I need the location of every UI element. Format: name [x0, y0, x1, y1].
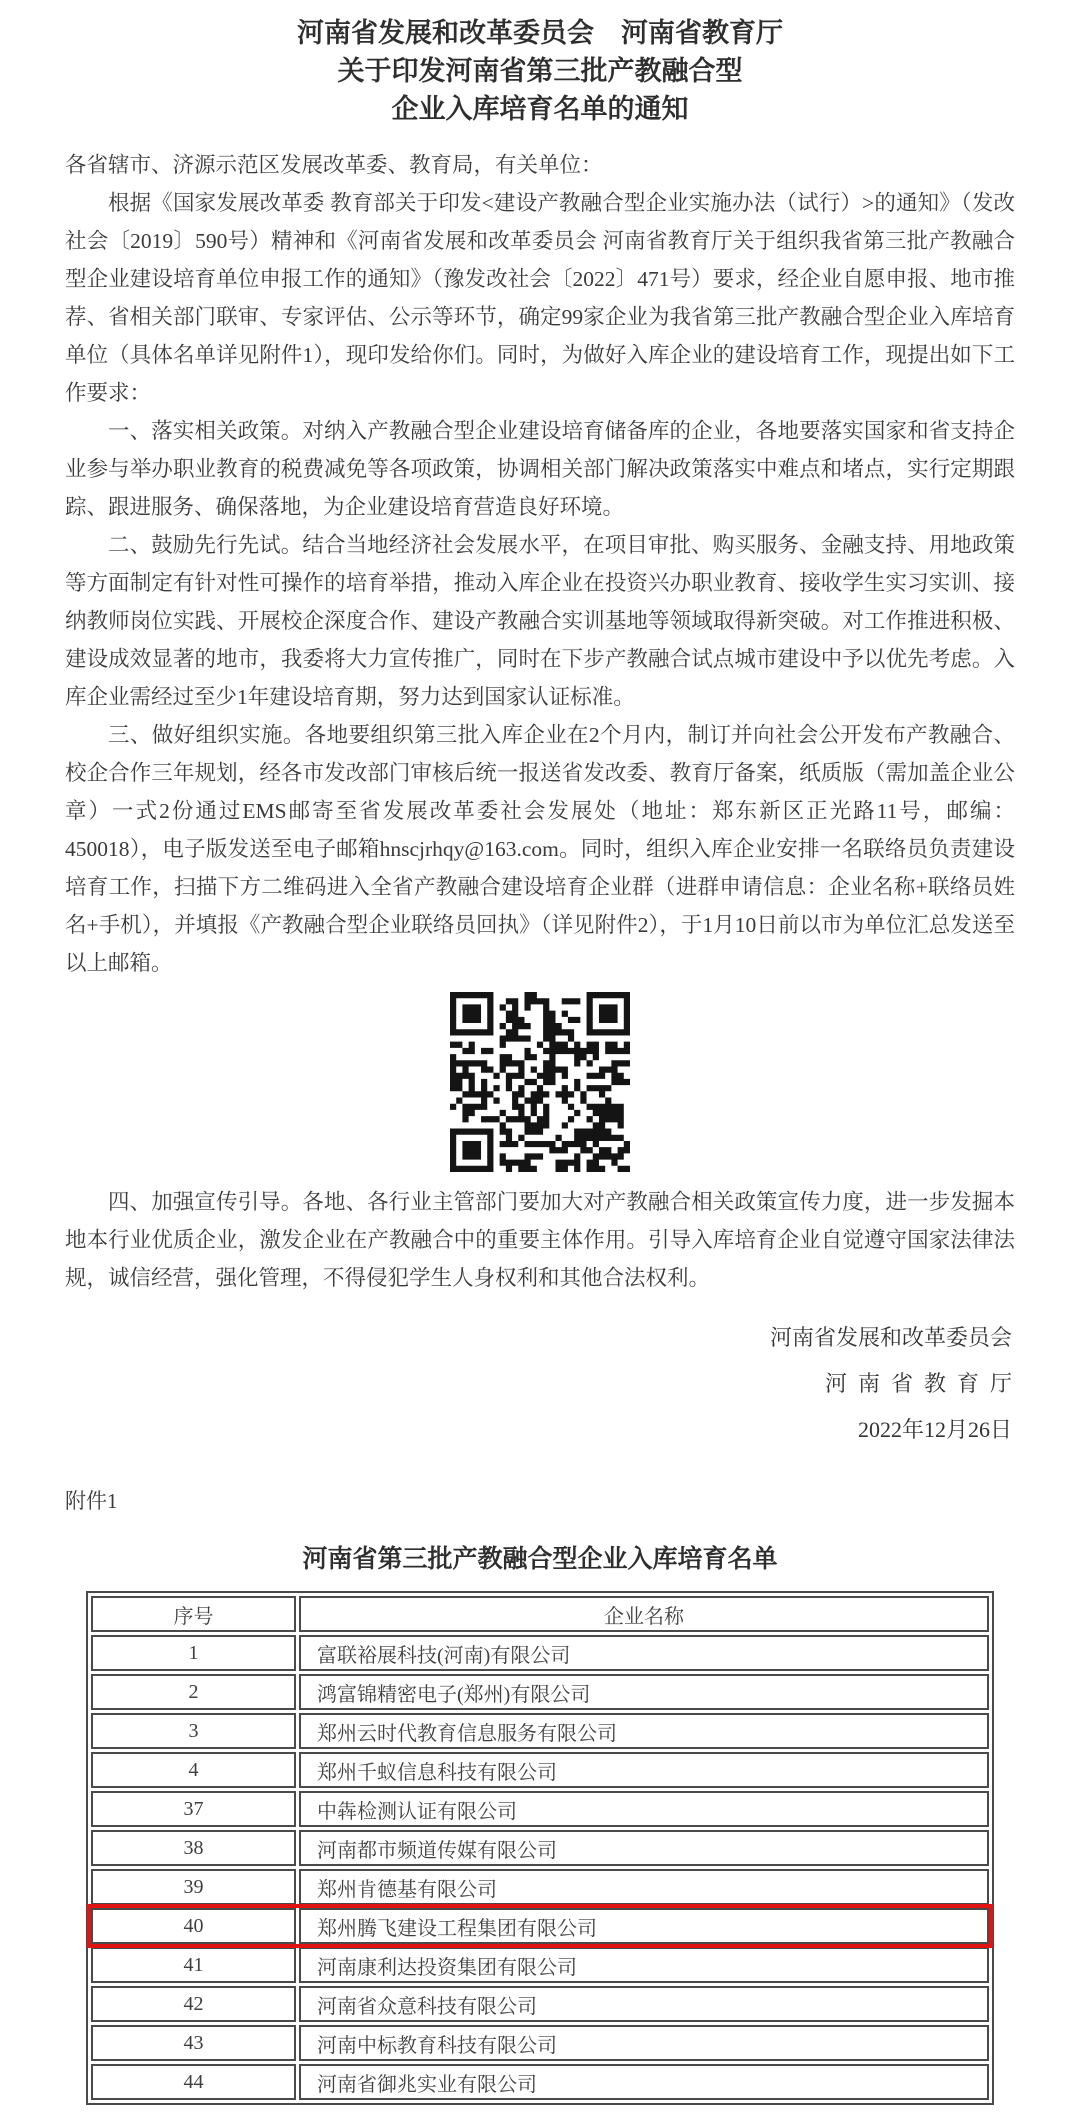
- company-name-cell: 鸿富锦精密电子(郑州)有限公司: [299, 1674, 989, 1710]
- table-row: [91, 1674, 989, 1710]
- signature-date: 2022年12月26日: [857, 1417, 1012, 1442]
- company-name-cell: 郑州千蚁信息科技有限公司: [299, 1752, 989, 1788]
- attachment-label: 附件1: [65, 1489, 118, 1513]
- table-row: [91, 1830, 989, 1866]
- qr-code: [0, 992, 1080, 1177]
- company-name-cell: 河南省众意科技有限公司: [299, 1986, 989, 2022]
- table-row: [91, 1635, 989, 1671]
- paragraph-2-pilot: 二、鼓励先行先试。结合当地经济社会发展水平，在项目审批、购买服务、金融支持、用地政策等方面制定有针对性可操作的培育举措，推动入库企业在投资兴办职业教育、接收学生实习实训、接纳教师岗位实践、开展校企深度合作、建设产教融合实训基地等领域取得新突破。对工作推进积极、建设成效显著的地市，我委将大力宣传推广，同时在下步产教融合试点城市建设中予以优先考虑。入库企业需经过至少1年建设培育期，努力达到国家认证标准。: [65, 533, 1015, 709]
- enterprise-table: [86, 1591, 994, 2105]
- row-no-cell: 43: [91, 2025, 296, 2061]
- table-header-row: [91, 1596, 989, 1632]
- row-no-cell: 39: [91, 1869, 296, 1905]
- paragraph-1-policies: 一、落实相关政策。对纳入产教融合型企业建设培育储备库的企业，各地要落实国家和省支持企业参与举办职业教育的税费减免等各项政策，协调相关部门解决政策落实中难点和堵点，实行定期跟踪、跟进服务、确保落地，为企业建设培育营造良好环境。: [65, 419, 1015, 519]
- company-name-cell: 河南康利达投资集团有限公司: [299, 1947, 989, 1983]
- title-line-3: 企业入库培育名单的通知: [391, 94, 689, 124]
- company-name-cell: 郑州腾飞建设工程集团有限公司: [299, 1908, 989, 1944]
- row-no-cell: 4: [91, 1752, 296, 1788]
- document-title: [0, 14, 1080, 128]
- company-name-cell: 富联裕展科技(河南)有限公司: [299, 1635, 989, 1671]
- row-no-cell: 44: [91, 2064, 296, 2100]
- company-name-cell: 河南中标教育科技有限公司: [299, 2025, 989, 2061]
- paragraph-4-publicity: 四、加强宣传引导。各地、各行业主管部门要加大对产教融合相关政策宣传力度，进一步发掘本地本行业优质企业，激发企业在产教融合中的重要主体作用。引导入库培育企业自觉遵守国家法律法规，诚信经营，强化管理，不得侵犯学生人身权利和其他合法权利。: [65, 1190, 1015, 1290]
- table-row: [91, 2025, 989, 2061]
- table-row-highlighted: [91, 1908, 989, 1944]
- table-row: [91, 1869, 989, 1905]
- company-name-cell: 郑州云时代教育信息服务有限公司: [299, 1713, 989, 1749]
- company-name-cell: 河南省御兆实业有限公司: [299, 2064, 989, 2100]
- company-name-cell: 河南都市频道传媒有限公司: [299, 1830, 989, 1866]
- row-no-cell: 1: [91, 1635, 296, 1671]
- row-no-cell: 40: [91, 1908, 296, 1944]
- table-row: [91, 1713, 989, 1749]
- signature-org-2: 河南省教育厅: [824, 1371, 1023, 1396]
- title-line-2: 关于印发河南省第三批产教融合型: [337, 56, 743, 86]
- table-row: [91, 1986, 989, 2022]
- table-row: [91, 1791, 989, 1827]
- paragraph-3-implementation: 三、做好组织实施。各地要组织第三批入库企业在2个月内，制订并向社会公开发布产教融合、校企合作三年规划，经各市发改部门审核后统一报送省发改委、教育厅备案，纸质版（需加盖企业公章）一式2份通过EMS邮寄至省发展改革委社会发展处（地址：郑东新区正光路11号，邮编：450018），电子版发送至电子邮箱hnscjrhqy@163.com。同时，组织入库企业安排一名联络员负责建设培育工作，扫描下方二维码进入全省产教融合建设培育企业群（进群申请信息：企业名称+联络员姓名+手机），并填报《产教融合型企业联络员回执》（详见附件2），于1月10日前以市为单位汇总发送至以上邮箱。: [65, 723, 1015, 975]
- row-no-cell: 3: [91, 1713, 296, 1749]
- row-no-cell: 42: [91, 1986, 296, 2022]
- qr-code-image: [450, 992, 630, 1172]
- company-name-cell: 中犇检测认证有限公司: [299, 1791, 989, 1827]
- company-name-cell: 郑州肯德基有限公司: [299, 1869, 989, 1905]
- header-no: 序号: [91, 1596, 296, 1632]
- header-company-name: 企业名称: [299, 1596, 989, 1632]
- table-title: 河南省第三批产教融合型企业入库培育名单: [302, 1546, 778, 1573]
- table-row: [91, 2064, 989, 2100]
- row-no-cell: 41: [91, 1947, 296, 1983]
- table-row: [91, 1947, 989, 1983]
- row-no-cell: 2: [91, 1674, 296, 1710]
- signature-block: [0, 1315, 1023, 1453]
- title-line-1: 河南省发展和改革委员会 河南省教育厅: [297, 18, 783, 48]
- salutation: 各省辖市、济源示范区发展改革委、教育局，有关单位：: [65, 153, 603, 177]
- signature-org-1: 河南省发展和改革委员会: [769, 1325, 1012, 1350]
- row-no-cell: 38: [91, 1830, 296, 1866]
- paragraph-basis: 根据《国家发展改革委 教育部关于印发<建设产教融合型企业实施办法（试行）>的通知》（发改社会〔2019〕590号）精神和《河南省发展和改革委员会 河南省教育厅关于组织我省第三批产教融合型企业建设培育单位申报工作的通知》（豫发改社会〔2022〕471号）要求，经企业自愿申报、地市推荐、省相关部门联审、专家评估、公示等环节，确定99家企业为我省第三批产教融合型企业入库培育单位（具体名单详见附件1），现印发给你们。同时，为做好入库企业的建设培育工作，现提出如下工作要求：: [65, 191, 1015, 405]
- table-row: [91, 1752, 989, 1788]
- row-no-cell: 37: [91, 1791, 296, 1827]
